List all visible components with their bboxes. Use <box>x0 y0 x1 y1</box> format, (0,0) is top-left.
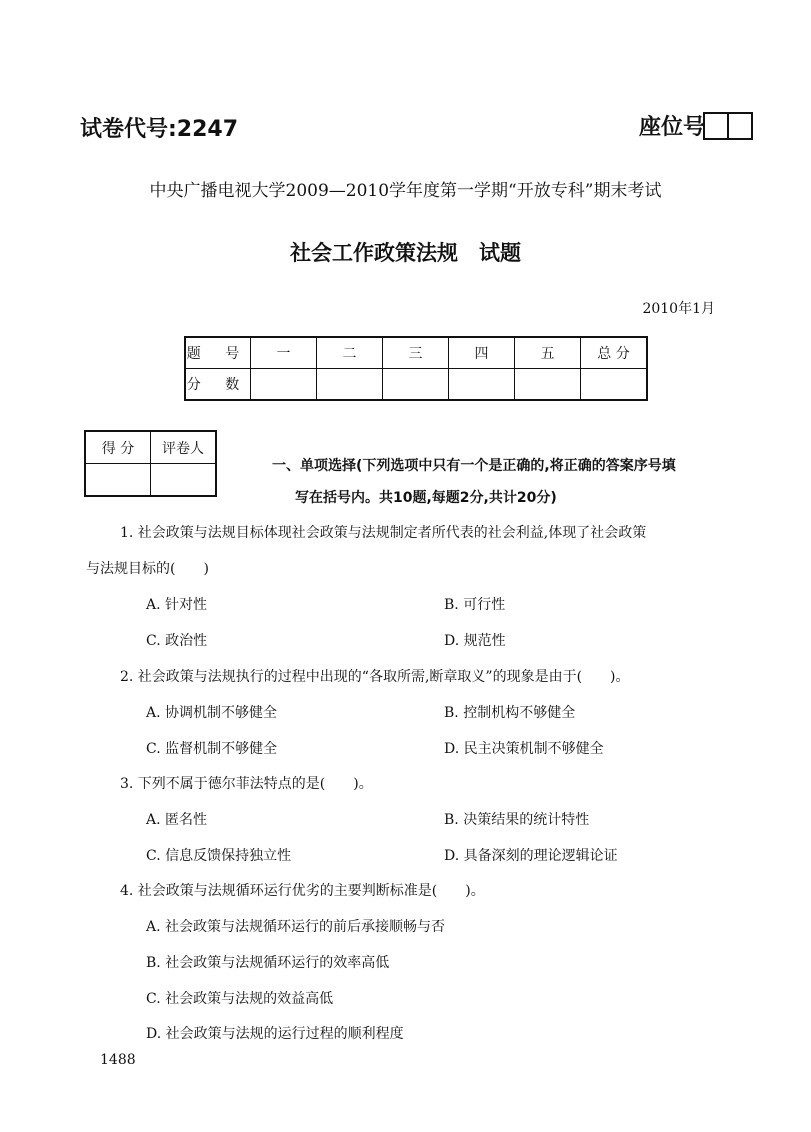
exam-header: 中央广播电视大学2009—2010学年度第一学期“开放专科”期末考试 <box>149 181 662 201</box>
score-cell[interactable] <box>251 369 317 401</box>
grader-name-label: 评卷人 <box>151 431 217 464</box>
option-b: B. 控制机构不够健全 <box>444 705 576 721</box>
option-d: D. 具备深刻的理论逻辑论证 <box>444 848 618 864</box>
exam-date: 2010年1月 <box>642 301 715 317</box>
page-number: 1488 <box>100 1052 136 1068</box>
option-c: C. 信息反馈保持独立性 <box>146 848 292 864</box>
seat-box[interactable] <box>703 112 729 140</box>
score-cell[interactable] <box>449 369 515 401</box>
score-cell[interactable] <box>515 369 581 401</box>
score-cell[interactable] <box>383 369 449 401</box>
grader-table <box>84 430 217 497</box>
score-table-column: 五 <box>515 337 581 369</box>
option-a: A. 匿名性 <box>146 812 208 828</box>
score-table-score-row <box>185 369 647 401</box>
option-d: D. 规范性 <box>444 633 506 649</box>
section-instructions: 写在括号内。共10题,每题2分,共计20分) <box>295 490 557 506</box>
option-d: D. 社会政策与法规的运行过程的顺利程度 <box>146 1026 404 1042</box>
score-cell[interactable] <box>317 369 383 401</box>
grader-name-cell[interactable] <box>151 464 217 497</box>
option-a: A. 社会政策与法规循环运行的前后承接顺畅与否 <box>146 919 446 935</box>
section-instructions: 一、单项选择(下列选项中只有一个是正确的,将正确的答案序号填 <box>272 458 676 474</box>
paper-code: 试卷代号:2247 <box>80 117 239 142</box>
question-stem: 4. 社会政策与法规循环运行优劣的主要判断标准是( )。 <box>120 883 485 899</box>
option-a: A. 协调机制不够健全 <box>146 705 278 721</box>
score-table-column: 二 <box>317 337 383 369</box>
score-table-column: 总 分 <box>581 337 648 369</box>
seat-number <box>639 110 753 141</box>
score-table-column: 三 <box>383 337 449 369</box>
option-c: C. 社会政策与法规的效益高低 <box>146 991 334 1007</box>
score-table <box>184 336 648 401</box>
question-stem: 3. 下列不属于德尔菲法特点的是( )。 <box>120 776 373 792</box>
score-cell[interactable] <box>581 369 648 401</box>
score-table-row-label: 分 数 <box>185 369 251 401</box>
score-table-column: 四 <box>449 337 515 369</box>
grader-score-label: 得 分 <box>85 431 151 464</box>
score-table-row-label: 题 号 <box>185 337 251 369</box>
seat-label: 座位号 <box>638 115 705 140</box>
option-d: D. 民主决策机制不够健全 <box>444 741 604 757</box>
option-c: C. 政治性 <box>146 633 208 649</box>
option-b: B. 决策结果的统计特性 <box>444 812 590 828</box>
question-stem: 与法规目标的( ) <box>86 561 209 577</box>
option-a: A. 针对性 <box>146 597 208 613</box>
option-c: C. 监督机制不够健全 <box>146 741 278 757</box>
grader-score-cell[interactable] <box>85 464 151 497</box>
exam-title: 社会工作政策法规 试题 <box>290 241 521 265</box>
question-stem: 1. 社会政策与法规目标体现社会政策与法规制定者所代表的社会利益,体现了社会政策 <box>120 525 647 541</box>
question-stem: 2. 社会政策与法规执行的过程中出现的“各取所需,断章取义”的现象是由于( )。 <box>120 669 630 685</box>
option-b: B. 社会政策与法规循环运行的效率高低 <box>146 955 390 971</box>
seat-box[interactable] <box>727 112 753 140</box>
option-b: B. 可行性 <box>444 597 506 613</box>
score-table-header-row <box>185 337 647 369</box>
score-table-column: 一 <box>251 337 317 369</box>
